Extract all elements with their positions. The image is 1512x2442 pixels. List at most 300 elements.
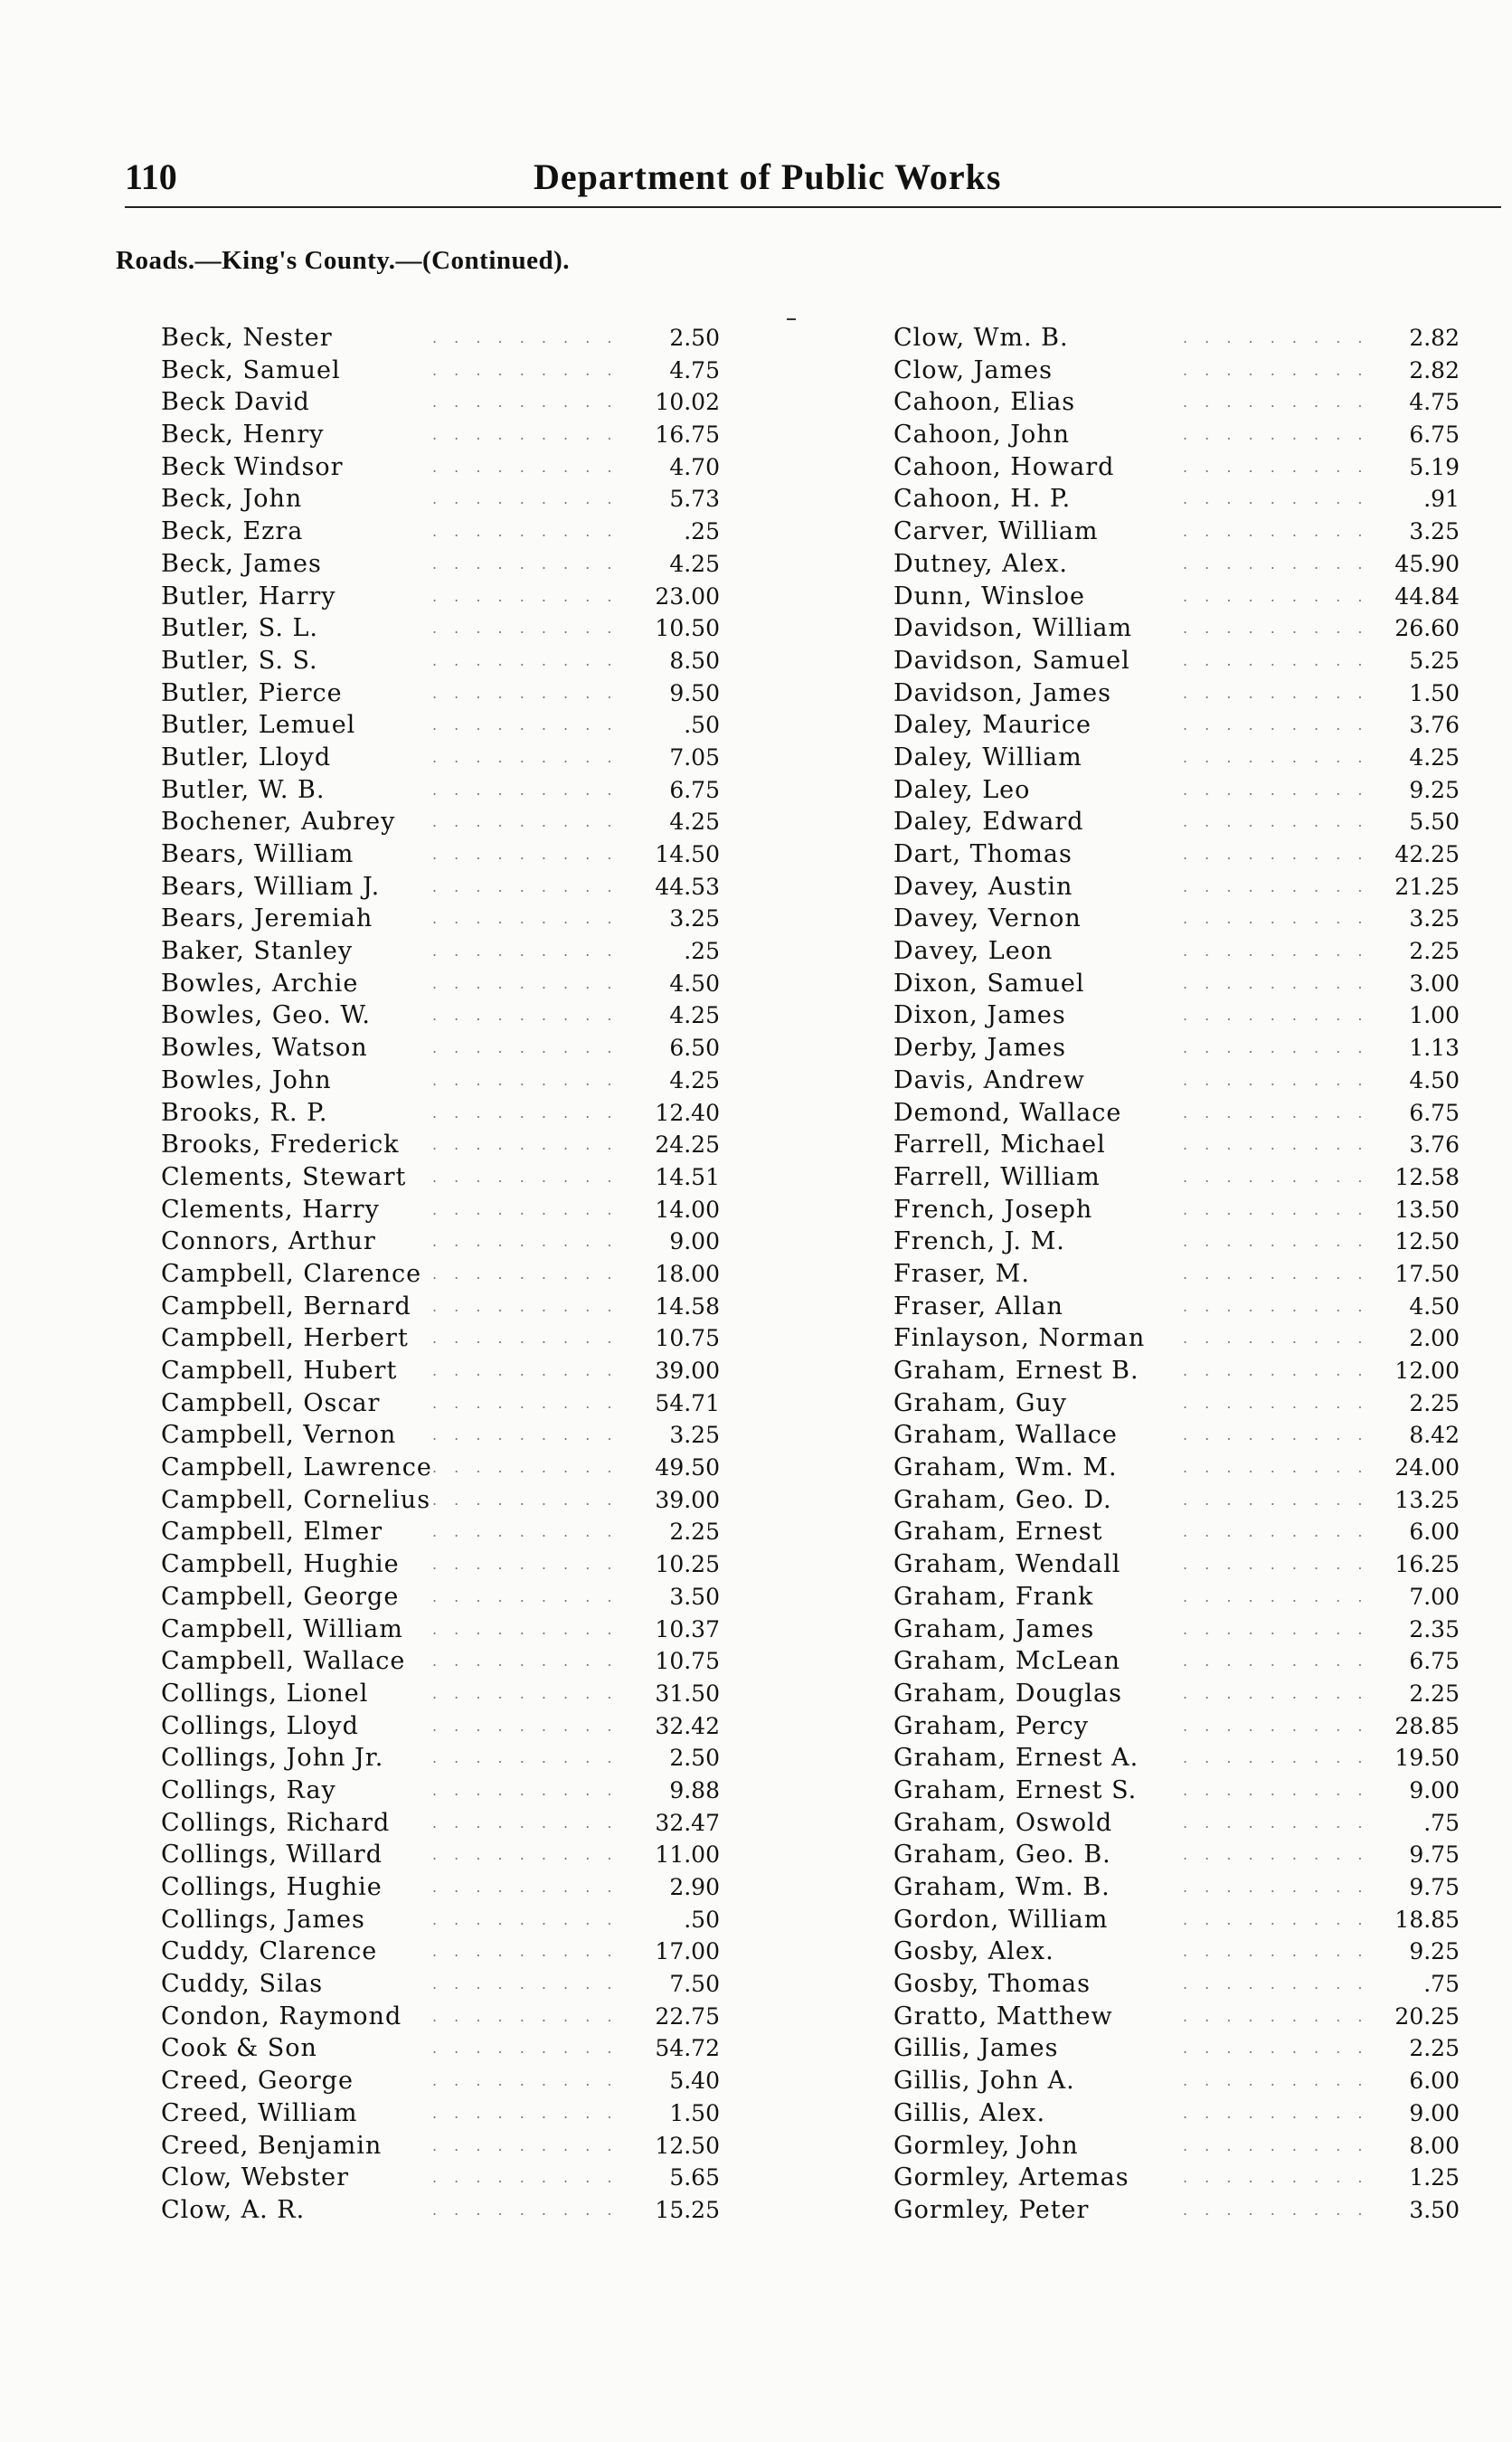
list-item [893, 2001, 1460, 2033]
payment-amount: 1.13 [1409, 1035, 1460, 1062]
list-item [893, 1065, 1460, 1097]
list-item [893, 1936, 1460, 1968]
leader-dots: . . . . . . . . . [432, 1684, 619, 1702]
payment-amount: 2.50 [669, 1745, 720, 1772]
leader-dots: . . . . . . . . . [432, 1426, 619, 1444]
leader-dots: . . . . . . . . . [1183, 910, 1369, 928]
list-item [161, 1419, 720, 1452]
payee-name: Condon, Raymond [161, 2002, 402, 2030]
payment-amount: 9.88 [669, 1776, 720, 1803]
list-item [893, 2032, 1460, 2065]
leader-dots: . . . . . . . . . [1183, 877, 1369, 895]
list-item [893, 1775, 1460, 1807]
leader-dots: . . . . . . . . . [1183, 974, 1369, 992]
list-item [893, 1548, 1460, 1581]
leader-dots: . . . . . . . . . [1183, 1975, 1369, 1993]
payee-name: Collings, Richard [161, 1808, 391, 1837]
payment-amount: 54.71 [655, 1389, 720, 1416]
list-item [893, 1742, 1460, 1775]
list-item [893, 838, 1460, 871]
payment-amount: 9.25 [1409, 1938, 1460, 1965]
payment-amount: 9.50 [669, 679, 720, 706]
leader-dots: . . . . . . . . . [1183, 1039, 1369, 1057]
payment-amount: 2.25 [1409, 1680, 1460, 1707]
list-item [893, 1710, 1460, 1743]
leader-dots: . . . . . . . . . [432, 651, 619, 669]
leader-dots: . . . . . . . . . [432, 877, 619, 895]
leader-dots: . . . . . . . . . [1183, 1362, 1369, 1379]
payee-name: Graham, Wendall [893, 1550, 1121, 1579]
payee-name: Dixon, James [893, 1001, 1066, 1030]
list-item [893, 677, 1460, 710]
leader-dots: . . . . . . . . . [1183, 620, 1369, 638]
payment-amount: 1.25 [1409, 2164, 1460, 2191]
payment-amount: 26.60 [1394, 615, 1460, 642]
leader-dots: . . . . . . . . . [432, 2136, 619, 2154]
payee-name: Gordon, William [893, 1905, 1109, 1934]
payment-amount: 6.75 [1409, 1648, 1460, 1675]
list-item [161, 355, 720, 387]
list-item [893, 386, 1460, 419]
payee-name: Campbell, Hughie [161, 1550, 400, 1579]
payee-name: Graham, McLean [893, 1647, 1120, 1676]
payee-name: Graham, Ernest A. [893, 1744, 1139, 1773]
payee-name: Gillis, John A. [893, 2067, 1075, 2096]
leader-dots: . . . . . . . . . [432, 1781, 619, 1799]
list-item [161, 2130, 720, 2163]
list-item [893, 871, 1460, 904]
payee-name: Beck, Nester [161, 324, 333, 352]
leader-dots: . . . . . . . . . [432, 1975, 619, 1993]
payee-name: Beck, Henry [161, 421, 325, 450]
list-item [893, 999, 1460, 1032]
list-item [161, 1839, 720, 1871]
leader-dots: . . . . . . . . . [1183, 1071, 1369, 1089]
list-item [893, 548, 1460, 581]
list-item [161, 2065, 720, 2097]
list-item [161, 1129, 720, 1161]
leader-dots: . . . . . . . . . [1183, 329, 1369, 346]
payment-amount: .25 [684, 518, 720, 545]
payee-name: Gillis, Alex. [893, 2098, 1046, 2127]
payee-name: Beck, James [161, 549, 322, 578]
payment-amount: 4.50 [1409, 1066, 1460, 1093]
payee-name: Gosby, Alex. [893, 1937, 1054, 1966]
payment-amount: 5.25 [1409, 647, 1460, 674]
leader-dots: . . . . . . . . . [1183, 2104, 1369, 2122]
leader-dots: . . . . . . . . . [1183, 1684, 1369, 1702]
payment-amount: 15.25 [655, 2196, 720, 2223]
list-item [161, 1614, 720, 1646]
payment-amount: 2.25 [1409, 2035, 1460, 2062]
payee-name: Graham, Ernest B. [893, 1357, 1139, 1385]
payee-name: Bowles, Watson [161, 1034, 368, 1063]
leader-dots: . . . . . . . . . [1183, 1459, 1369, 1477]
payment-amount: 8.42 [1409, 1422, 1460, 1449]
payment-amount: 4.50 [1409, 1292, 1460, 1320]
payment-amount: 4.50 [669, 970, 720, 997]
payment-amount: 18.00 [655, 1260, 720, 1287]
payee-name: Gosby, Thomas [893, 1970, 1091, 1999]
leader-dots: . . . . . . . . . [432, 587, 619, 605]
payment-amount: 3.50 [1409, 2196, 1460, 2223]
list-item [161, 1645, 720, 1678]
payment-amount: 5.19 [1409, 453, 1460, 480]
list-item [161, 1387, 720, 1420]
payment-amount: 10.50 [655, 615, 720, 642]
payee-name: Bochener, Aubrey [161, 808, 396, 837]
payee-name: Graham, James [893, 1614, 1095, 1643]
list-item [161, 774, 720, 807]
payment-amount: .25 [684, 938, 720, 965]
leader-dots: . . . . . . . . . [1183, 1910, 1369, 1928]
payee-name: Graham, Percy [893, 1711, 1090, 1740]
list-item [161, 581, 720, 613]
list-item [161, 1226, 720, 1258]
list-item [161, 1968, 720, 2001]
list-item [893, 1258, 1460, 1291]
leader-dots: . . . . . . . . . [432, 1652, 619, 1671]
payment-amount: 14.51 [655, 1163, 720, 1190]
payment-amount: 9.00 [1409, 2099, 1460, 2126]
payee-name: Campbell, Hubert [161, 1357, 398, 1385]
payee-name: Butler, Harry [161, 582, 336, 610]
leader-dots: . . . . . . . . . [1183, 781, 1369, 799]
leader-dots: . . . . . . . . . [1183, 1749, 1369, 1767]
list-item [161, 1742, 720, 1775]
payment-amount: 10.75 [655, 1648, 720, 1675]
payee-name: Butler, Pierce [161, 678, 343, 707]
list-item [161, 999, 720, 1032]
payment-amount: 3.76 [1409, 712, 1460, 739]
leader-dots: . . . . . . . . . [1183, 1523, 1369, 1541]
leader-dots: . . . . . . . . . [432, 781, 619, 799]
payee-name: Campbell, Elmer [161, 1518, 383, 1547]
payee-name: Graham, Wm. M. [893, 1453, 1118, 1482]
payment-amount: 12.00 [1394, 1358, 1460, 1384]
payment-amount: 39.00 [655, 1486, 720, 1513]
list-item [893, 1355, 1460, 1387]
leader-dots: . . . . . . . . . [432, 1846, 619, 1864]
list-item [893, 1226, 1460, 1258]
leader-dots: . . . . . . . . . [1183, 1264, 1369, 1283]
leader-dots: . . . . . . . . . [432, 813, 619, 831]
payment-amount: 6.00 [1409, 2068, 1460, 2095]
leader-dots: . . . . . . . . . [432, 329, 619, 346]
list-item [893, 2065, 1460, 2097]
payee-name: Beck Windsor [161, 452, 344, 481]
payee-name: Graham, Guy [893, 1388, 1068, 1417]
page-number: 110 [125, 156, 177, 197]
payee-name: Davis, Andrew [893, 1065, 1085, 1094]
payee-name: Graham, Oswold [893, 1808, 1113, 1837]
leader-dots: . . . . . . . . . [1183, 846, 1369, 863]
list-item [893, 516, 1460, 548]
payment-amount: 10.37 [655, 1615, 720, 1642]
payee-name: French, Joseph [893, 1195, 1093, 1224]
list-item [893, 1807, 1460, 1840]
leader-dots: . . . . . . . . . [432, 1910, 619, 1928]
column-divider-mark [787, 318, 796, 320]
leader-dots: . . . . . . . . . [432, 1168, 619, 1186]
payee-name: Farrell, Michael [893, 1131, 1106, 1159]
payee-name: French, J. M. [893, 1227, 1065, 1256]
leader-dots: . . . . . . . . . [432, 846, 619, 863]
list-item [893, 483, 1460, 516]
payment-amount: 9.75 [1409, 1841, 1460, 1869]
payment-amount: 3.50 [669, 1583, 720, 1610]
payee-name: Graham, Wallace [893, 1421, 1118, 1450]
payee-name: Collings, Hughie [161, 1873, 383, 1901]
list-item [161, 2001, 720, 2033]
list-item [161, 709, 720, 742]
leader-dots: . . . . . . . . . [1183, 942, 1369, 961]
leader-dots: . . . . . . . . . [1183, 2040, 1369, 2058]
payee-name: Butler, Lemuel [161, 711, 356, 740]
payee-name: Connors, Arthur [161, 1227, 376, 1256]
payee-name: Bears, William J. [161, 872, 381, 901]
payee-name: Collings, James [161, 1905, 365, 1934]
payee-name: Brooks, Frederick [161, 1131, 400, 1159]
payment-amount: 9.75 [1409, 1874, 1460, 1900]
payee-name: Butler, Lloyd [161, 743, 332, 771]
list-item [161, 1291, 720, 1323]
leader-dots: . . . . . . . . . [432, 1813, 619, 1832]
payee-name: Davidson, William [893, 614, 1133, 643]
payee-name: Beck, John [161, 485, 303, 514]
payment-amount: .91 [1423, 486, 1460, 513]
list-item [893, 709, 1460, 742]
payment-amount: 8.50 [669, 647, 720, 674]
payee-name: Bowles, Archie [161, 969, 359, 998]
payee-name: Dutney, Alex. [893, 549, 1069, 578]
list-item [161, 935, 720, 968]
payment-amount: 2.25 [1409, 938, 1460, 965]
payment-amount: 4.75 [669, 356, 720, 383]
leader-dots: . . . . . . . . . [432, 1749, 619, 1767]
payee-name: Dunn, Winsloe [893, 582, 1086, 610]
list-item [161, 838, 720, 871]
payee-name: Butler, S. L. [161, 614, 319, 643]
payment-amount: 14.58 [655, 1292, 720, 1320]
leader-dots: . . . . . . . . . [432, 1071, 619, 1089]
leader-dots: . . . . . . . . . [432, 1556, 619, 1574]
leader-dots: . . . . . . . . . [432, 1620, 619, 1638]
list-item [161, 516, 720, 548]
payment-amount: 6.00 [1409, 1519, 1460, 1546]
payment-amount: 49.50 [655, 1454, 720, 1481]
list-item [161, 612, 720, 645]
payment-amount: 5.40 [669, 2068, 720, 2095]
payment-amount: 45.90 [1394, 550, 1460, 577]
list-item [893, 355, 1460, 387]
payee-name: Daley, Leo [893, 775, 1031, 804]
payee-name: Dixon, Samuel [893, 969, 1085, 998]
list-item [893, 581, 1460, 613]
list-item [161, 645, 720, 677]
list-item [893, 1194, 1460, 1226]
payment-amount: 32.47 [655, 1809, 720, 1836]
list-item [893, 1097, 1460, 1130]
leader-dots: . . . . . . . . . [1183, 1781, 1369, 1799]
payee-name: Daley, Maurice [893, 711, 1091, 740]
leader-dots: . . . . . . . . . [1183, 2136, 1369, 2154]
list-item [161, 1775, 720, 1807]
payment-amount: .50 [684, 712, 720, 739]
payment-amount: 18.85 [1394, 1906, 1460, 1933]
payment-amount: 16.25 [1394, 1551, 1460, 1578]
leader-dots: . . . . . . . . . [1183, 1297, 1369, 1315]
payee-name: Cahoon, H. P. [893, 485, 1072, 514]
payee-name: Creed, William [161, 2098, 358, 2127]
leader-dots: . . . . . . . . . [432, 361, 619, 379]
payee-name: Clements, Stewart [161, 1162, 407, 1191]
payee-name: Butler, W. B. [161, 775, 326, 804]
leader-dots: . . . . . . . . . [432, 1459, 619, 1477]
leader-dots: . . . . . . . . . [432, 1136, 619, 1154]
leader-dots: . . . . . . . . . [432, 1362, 619, 1379]
leader-dots: . . . . . . . . . [1183, 1652, 1369, 1671]
payee-name: Campbell, Oscar [161, 1388, 381, 1417]
list-item [893, 1291, 1460, 1323]
leader-dots: . . . . . . . . . [1183, 1330, 1369, 1348]
leader-dots: . . . . . . . . . [1183, 1943, 1369, 1961]
payee-name: Graham, Douglas [893, 1679, 1122, 1708]
payee-name: Campbell, Lawrence [161, 1453, 432, 1482]
list-item [161, 483, 720, 516]
leader-dots: . . . . . . . . . [1183, 393, 1369, 412]
payee-name: Campbell, Herbert [161, 1324, 409, 1353]
list-item [893, 419, 1460, 451]
payment-amount: 4.70 [669, 453, 720, 480]
payment-amount: 8.00 [1409, 2132, 1460, 2159]
leader-dots: . . . . . . . . . [1183, 1587, 1369, 1605]
page-title: Department of Public Works [534, 156, 1002, 197]
leader-dots: . . . . . . . . . [432, 974, 619, 992]
payment-amount: 32.42 [655, 1712, 720, 1739]
list-item [161, 1548, 720, 1581]
payment-amount: 6.75 [669, 776, 720, 803]
payment-amount: 31.50 [655, 1680, 720, 1707]
payment-amount: 3.25 [669, 905, 720, 932]
leader-dots: . . . . . . . . . [1183, 1426, 1369, 1444]
payee-name: Baker, Stanley [161, 937, 354, 966]
leader-dots: . . . . . . . . . [432, 620, 619, 638]
payment-amount: 24.25 [655, 1131, 720, 1159]
leader-dots: . . . . . . . . . [432, 748, 619, 766]
payment-amount: 7.00 [1409, 1583, 1460, 1610]
list-item [893, 1968, 1460, 2001]
payment-amount: 12.50 [1394, 1228, 1460, 1255]
list-item [893, 1032, 1460, 1065]
list-item [161, 1516, 720, 1548]
payment-amount: 5.73 [669, 486, 720, 513]
payee-name: Graham, Frank [893, 1582, 1094, 1611]
payee-name: Davidson, Samuel [893, 646, 1130, 675]
payee-name: Graham, Geo. B. [893, 1841, 1111, 1869]
list-item [893, 1484, 1460, 1517]
payment-amount: 44.53 [655, 873, 720, 900]
leader-dots: . . . . . . . . . [432, 1264, 619, 1283]
payee-name: Graham, Wm. B. [893, 1873, 1110, 1901]
payee-name: Davidson, James [893, 678, 1111, 707]
leader-dots: . . . . . . . . . [1183, 716, 1369, 734]
payment-amount: 4.25 [669, 809, 720, 836]
list-item [893, 1904, 1460, 1936]
list-item [893, 935, 1460, 968]
leader-dots: . . . . . . . . . [432, 1007, 619, 1025]
payee-name: Daley, Edward [893, 808, 1084, 837]
payee-name: Cuddy, Clarence [161, 1937, 378, 1966]
list-item [161, 2194, 720, 2227]
payment-amount: 42.25 [1394, 841, 1460, 867]
payment-amount: 9.00 [669, 1228, 720, 1255]
list-item [161, 1807, 720, 1840]
payment-amount: 17.00 [655, 1938, 720, 1965]
payee-name: Gormley, John [893, 2131, 1079, 2160]
payment-amount: 4.25 [1409, 743, 1460, 771]
list-item [161, 1194, 720, 1226]
leader-dots: . . . . . . . . . [432, 1394, 619, 1412]
payee-name: Graham, Ernest [893, 1518, 1103, 1547]
leader-dots: . . . . . . . . . [1183, 813, 1369, 831]
payee-name: Bears, Jeremiah [161, 904, 373, 933]
payee-name: Campbell, Vernon [161, 1421, 397, 1450]
payee-name: Collings, Willard [161, 1841, 383, 1869]
list-item [161, 1904, 720, 1936]
leader-dots: . . . . . . . . . [1183, 490, 1369, 508]
list-item [893, 742, 1460, 774]
leader-dots: . . . . . . . . . [432, 2040, 619, 2058]
leader-dots: . . . . . . . . . [432, 1879, 619, 1896]
list-item [161, 548, 720, 581]
leader-dots: . . . . . . . . . [1183, 554, 1369, 573]
list-item [893, 1161, 1460, 1194]
list-item [161, 968, 720, 1000]
payment-amount: 1.50 [1409, 679, 1460, 706]
list-item [893, 1871, 1460, 1904]
payment-amount: 2.25 [669, 1519, 720, 1546]
payment-amount: 6.50 [669, 1035, 720, 1062]
payment-amount: 5.50 [1409, 809, 1460, 836]
payment-amount: 2.50 [669, 325, 720, 351]
list-item [893, 1419, 1460, 1452]
payee-name: Cahoon, John [893, 421, 1071, 450]
payment-amount: 16.75 [655, 421, 720, 449]
payee-name: Gormley, Artemas [893, 2163, 1129, 2192]
leader-dots: . . . . . . . . . [1183, 1168, 1369, 1186]
leader-dots: . . . . . . . . . [432, 1587, 619, 1605]
list-item [893, 968, 1460, 1000]
leader-dots: . . . . . . . . . [432, 490, 619, 508]
payment-amount: 12.40 [655, 1099, 720, 1126]
list-item [161, 451, 720, 484]
leader-dots: . . . . . . . . . [432, 1103, 619, 1122]
payment-amount: 21.25 [1394, 873, 1460, 900]
leader-dots: . . . . . . . . . [1183, 587, 1369, 605]
list-item [893, 1645, 1460, 1678]
leader-dots: . . . . . . . . . [1183, 1103, 1369, 1122]
list-item [893, 1839, 1460, 1871]
payment-amount: 10.75 [655, 1325, 720, 1352]
payment-amount: 2.90 [669, 1874, 720, 1900]
list-item [893, 1614, 1460, 1646]
leader-dots: . . . . . . . . . [432, 1717, 619, 1735]
leader-dots: . . . . . . . . . [432, 2072, 619, 2090]
payment-amount: 24.00 [1394, 1454, 1460, 1481]
list-item [893, 806, 1460, 838]
list-item [161, 1678, 720, 1710]
